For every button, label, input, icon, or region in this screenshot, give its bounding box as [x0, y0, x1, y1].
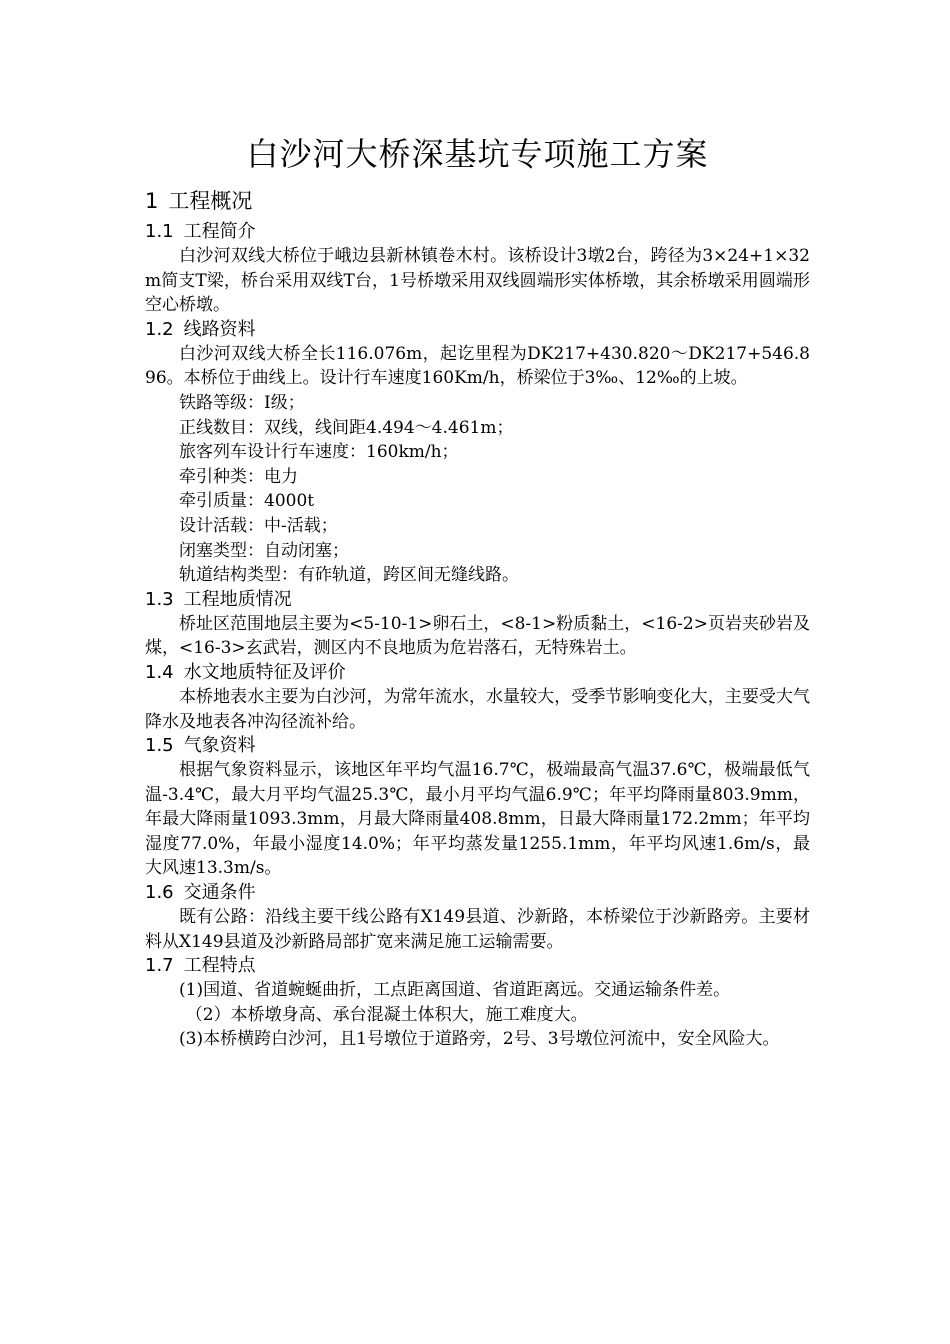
- document-title: 白沙河大桥深基坑专项施工方案: [246, 135, 709, 173]
- subsection-number: 1.7: [145, 955, 174, 977]
- subsection-heading-1-3: [145, 588, 810, 612]
- subsection-title: 工程特点: [183, 955, 256, 977]
- subsection-heading-1-4: [145, 661, 810, 685]
- subsection-number: 1.2: [145, 318, 174, 340]
- list-item: 轨道结构类型：有砟轨道，跨区间无缝线路。: [179, 565, 519, 586]
- subsection-number: 1.4: [145, 661, 174, 683]
- subsection-number: 1.5: [145, 735, 174, 757]
- paragraph: 白沙河双线大桥位于峨边县新林镇卷木村。该桥设计3墩2台，跨径为3×24+1×32m简支T梁，桥台采用双线T台，1号桥墩采用双线圆端形实体桥墩，其余桥墩采用圆端形空心桥墩。: [145, 246, 810, 316]
- subsection-title: 线路资料: [183, 318, 256, 340]
- list-item: 铁路等级：Ⅰ级；: [179, 392, 305, 413]
- paragraph: 本桥地表水主要为白沙河，为常年流水，水量较大，受季节影响变化大，主要受大气降水及地表各冲沟径流补给。: [145, 686, 810, 732]
- list-item: 设计活载：中-活载；: [179, 515, 338, 536]
- section-title: 工程概况: [168, 189, 253, 213]
- subsection-heading-1-5: [145, 734, 810, 758]
- list-item: (3)本桥横跨白沙河，且1号墩位于道路旁，2号、3号墩位河流中，安全风险大。: [179, 1029, 780, 1050]
- list-item: (1)国道、省道蜿蜒曲折，工点距离国道、省道距离远。交通运输条件差。: [179, 980, 731, 1001]
- subsection-number: 1.1: [145, 221, 174, 242]
- section-number: 1: [145, 189, 159, 213]
- paragraph: 白沙河双线大桥全长116.076m，起讫里程为DK217+430.820～DK217+546.896。本桥位于曲线上。设计行车速度160Km/h，桥梁位于3‰、12‰的上坡。: [145, 343, 810, 389]
- subsection-heading-1-6: [145, 881, 810, 905]
- paragraph: 根据气象资料显示，该地区年平均气温16.7℃，极端最高气温37.6℃，极端最低气温-3.4℃，最大月平均气温25.3℃，最小月平均气温6.9℃；年平均降雨量803.9mm，年最大降雨量1093.3mm，月最大降雨量408.8mm，日最大降雨量172.2mm；年平均湿度77.0%，年最小湿度14.0%；年平均蒸发量1255.1mm，年平均风速1.6m/s，最大风速13.3m/s。: [145, 760, 810, 879]
- subsection-heading-1-2: [145, 318, 810, 342]
- list-item: 牵引种类：电力: [179, 466, 298, 487]
- subsection-title: 工程地质情况: [183, 588, 292, 610]
- subsection-heading-1-7: [145, 954, 810, 978]
- subsection-heading-1-1: [145, 220, 810, 244]
- paragraph: 桥址区范围地层主要为<5-10-1>卵石土，<8-1>粉质黏土，<16-2>页岩夹砂岩及煤，<16-3>玄武岩，测区内不良地质为危岩落石，无特殊岩土。: [145, 613, 810, 659]
- subsection-number: 1.3: [145, 588, 174, 610]
- subsection-title: 工程简介: [183, 221, 256, 242]
- subsection-title: 交通条件: [183, 882, 256, 904]
- subsection-number: 1.6: [145, 882, 174, 904]
- section-heading-1: [145, 186, 810, 216]
- document-body: [145, 118, 810, 1052]
- subsection-title: 水文地质特征及评价: [183, 661, 346, 683]
- paragraph: 既有公路：沿线主要干线公路有X149县道、沙新路，本桥梁位于沙新路旁。主要材料从X149县道及沙新路局部扩宽来满足施工运输需要。: [145, 907, 810, 952]
- subsection-title: 气象资料: [183, 735, 256, 757]
- list-item: 闭塞类型：自动闭塞；: [179, 540, 349, 561]
- list-item: 正线数目：双线，线间距4.494～4.461m；: [179, 417, 514, 438]
- list-item: （2）本桥墩身高、承台混凝土体积大，施工难度大。: [185, 1004, 588, 1025]
- list-item: 旅客列车设计行车速度：160km/h；: [179, 442, 459, 463]
- list-item: 牵引质量：4000t: [179, 491, 315, 512]
